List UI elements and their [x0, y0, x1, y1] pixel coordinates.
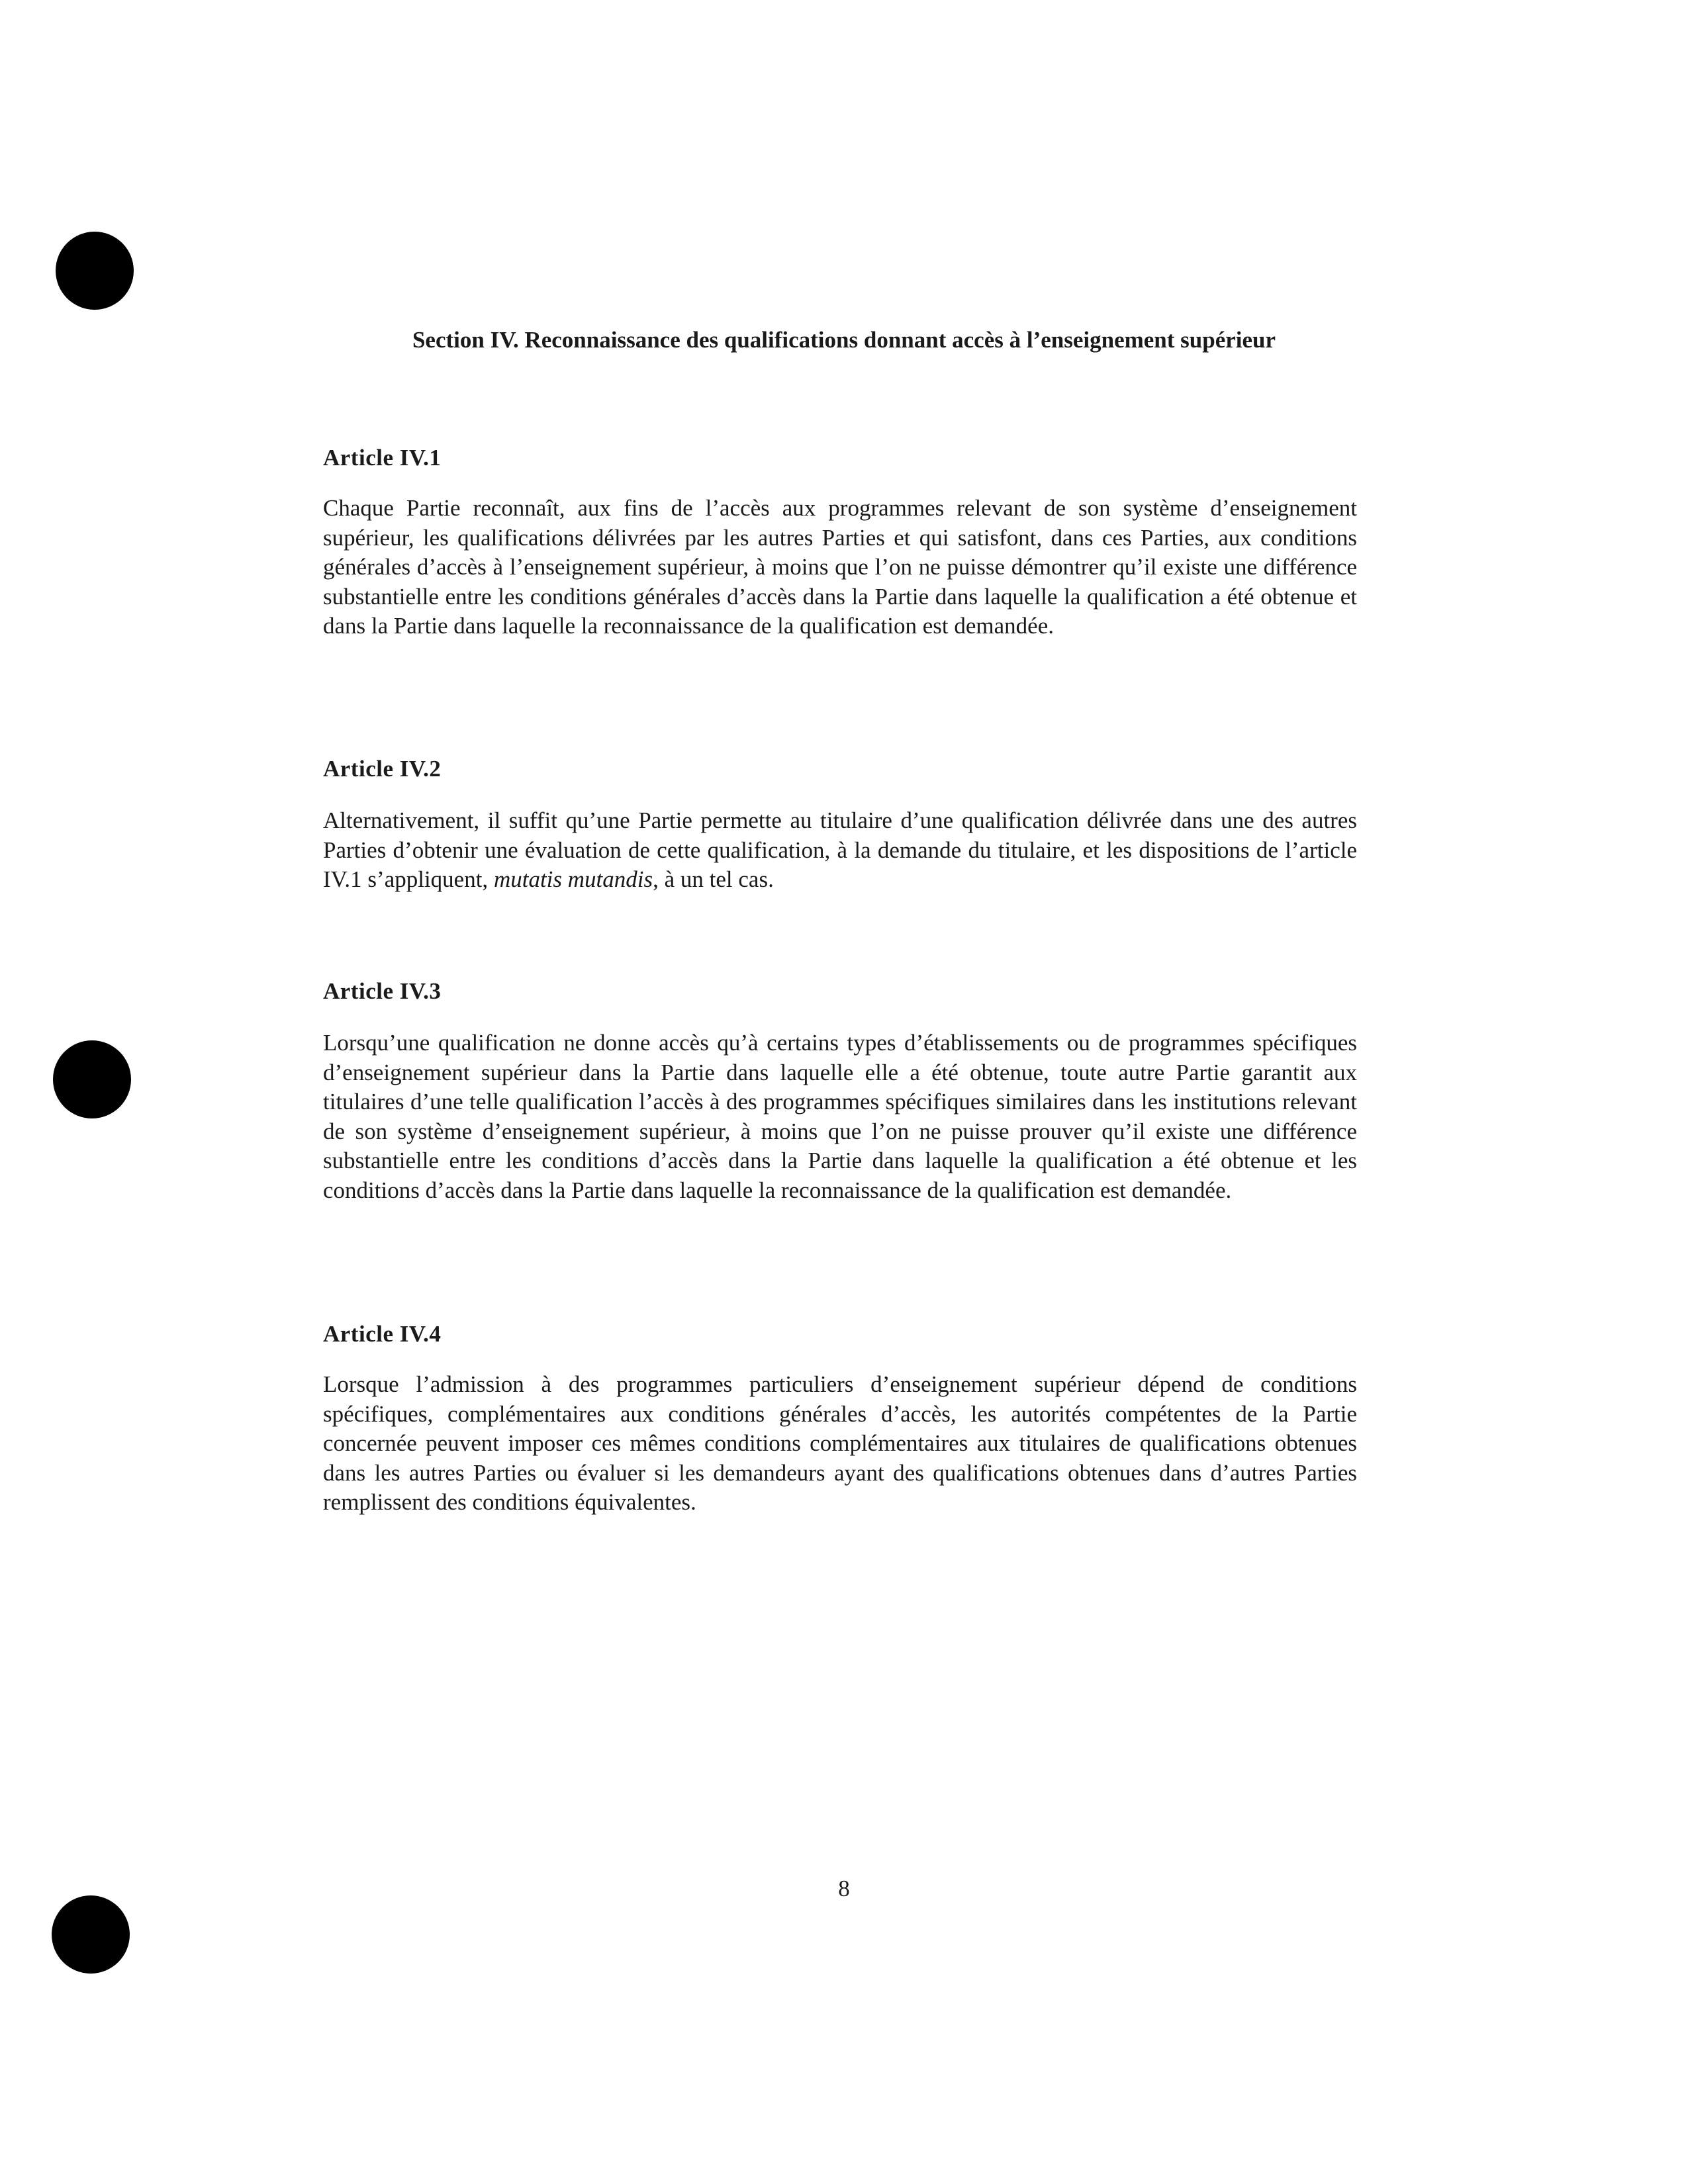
punch-hole-bottom	[52, 1895, 130, 1974]
article-iv1-heading: Article IV.1	[323, 445, 442, 471]
article-iv2-latin-phrase: mutatis mutandis	[493, 866, 653, 892]
punch-hole-top	[56, 232, 134, 310]
article-iv2-heading: Article IV.2	[323, 756, 442, 782]
article-iv2-body	[323, 806, 1357, 895]
article-iv4-heading: Article IV.4	[323, 1321, 442, 1347]
page-number: 8	[838, 1876, 850, 1901]
article-iv3-body: Lorsqu’une qualification ne donne accès qu’à certains types d’établissements ou de programmes spécifiques d’enseignement supérieur dans la Partie dans laquelle elle a été obtenue, toute autre Partie garantit aux titulaires d’une telle qualification l’accès à des programmes spécifiques similaires dans les institutions relevant de son système d’enseignement supérieur, à moins que l’on ne puisse prouver qu’il existe une différence substantielle entre les conditions d’accès dans la Partie dans laquelle la qualification a été obtenue et les conditions d’accès dans la Partie dans laquelle la reconnaissance de la qualification est demandée.	[323, 1030, 1357, 1203]
article-iv1-body: Chaque Partie reconnaît, aux fins de l’accès aux programmes relevant de son système d’enseignement supérieur, les qualifications délivrées par les autres Parties et qui satisfont, dans ces Parties, aux conditions générales d’accès à l’enseignement supérieur, à moins que l’on ne puisse démontrer qu’il existe une différence substantielle entre les conditions générales d’accès dans la Partie dans laquelle la qualification a été obtenue et dans la Partie dans laquelle la reconnaissance de la qualification est demandée.	[323, 495, 1357, 639]
punch-hole-middle	[53, 1040, 131, 1118]
article-iv3-heading: Article IV.3	[323, 978, 442, 1004]
section-title: Section IV. Reconnaissance des qualifications donnant accès à l’enseignement supérieur	[412, 327, 1276, 353]
article-iv2-body-end: , à un tel cas.	[653, 866, 774, 892]
article-iv2-body-text: Alternativement, il suffit qu’une Partie permette au titulaire d’une qualification délivrée dans une des autres Parties d’obtenir une évaluation de cette qualification, à la demande du titulaire, et les dispositions de l’article IV.1 s’appliquent,	[323, 807, 1357, 892]
article-iv4-body: Lorsque l’admission à des programmes particuliers d’enseignement supérieur dépend de conditions spécifiques, complémentaires aux conditions générales d’accès, les autorités compétentes de la Partie concernée peuvent imposer ces mêmes conditions complémentaires aux titulaires de qualifications obtenues dans les autres Parties ou évaluer si les demandeurs ayant des qualifications obtenues dans d’autres Parties remplissent des conditions équivalentes.	[323, 1371, 1357, 1515]
